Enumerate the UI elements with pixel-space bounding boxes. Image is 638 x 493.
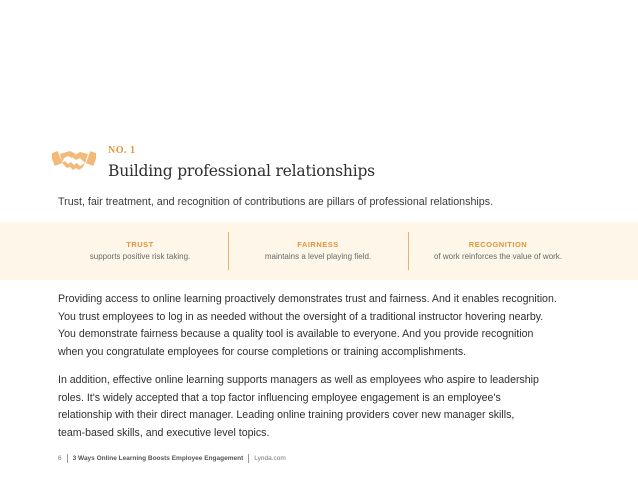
paragraph-line: team-based skills, and executive level topics. — [58, 426, 270, 439]
pillar-label: TRUST — [126, 240, 154, 249]
pillar-description: supports positive risk taking. — [89, 252, 191, 261]
section-subtitle: Trust, fair treatment, and recognition of contributions are pillars of professional relationships. — [58, 196, 494, 208]
pillar-divider — [228, 232, 229, 270]
page-number: 6 — [58, 455, 62, 462]
pillar-fairness — [238, 222, 398, 280]
paragraph-line: In addition, effective online learning supports managers as well as employees who aspire to leadership — [58, 374, 539, 386]
paragraph-line: Providing access to online learning proactively demonstrates trust and fairness. And it enables recognition. — [58, 293, 557, 305]
section-header — [52, 140, 612, 186]
paragraph-line: You trust employees to log in as needed without the oversight of a traditional instructor hovering nearby. — [58, 310, 544, 323]
pillar-description: of work reinforces the value of work. — [433, 252, 563, 261]
pillars-band — [0, 222, 638, 280]
paragraph-line: relationship with their direct manager. Leading online training providers cover new manager skills, — [58, 409, 515, 421]
site-name: Lynda.com — [254, 455, 286, 462]
pillar-recognition — [412, 222, 584, 280]
section-number: NO. 1 — [108, 145, 136, 156]
footer-divider — [67, 454, 68, 463]
pillar-label: RECOGNITION — [468, 240, 528, 249]
paragraph — [58, 372, 598, 442]
pillar-label: FAIRNESS — [297, 240, 339, 249]
footer-divider — [248, 454, 249, 463]
page-footer — [58, 454, 286, 463]
pillar-divider — [408, 232, 409, 270]
paragraph-line: You demonstrate fairness because a quality tool is available to everyone. And you provide recognition — [58, 328, 534, 340]
paragraph — [58, 291, 598, 361]
paragraph-line: roles. It's widely accepted that a top factor influencing employee engagement is an employee's — [58, 391, 501, 404]
section-title: Building professional relationships — [108, 162, 375, 180]
pillar-trust — [60, 222, 220, 280]
pillar-description: maintains a level playing field. — [264, 252, 372, 261]
document-title: 3 Ways Online Learning Boosts Employee Engagement — [72, 455, 244, 462]
paragraph-line: when you congratulate employees for course completions or training accomplishments. — [58, 345, 467, 358]
handshake-icon — [52, 145, 96, 175]
